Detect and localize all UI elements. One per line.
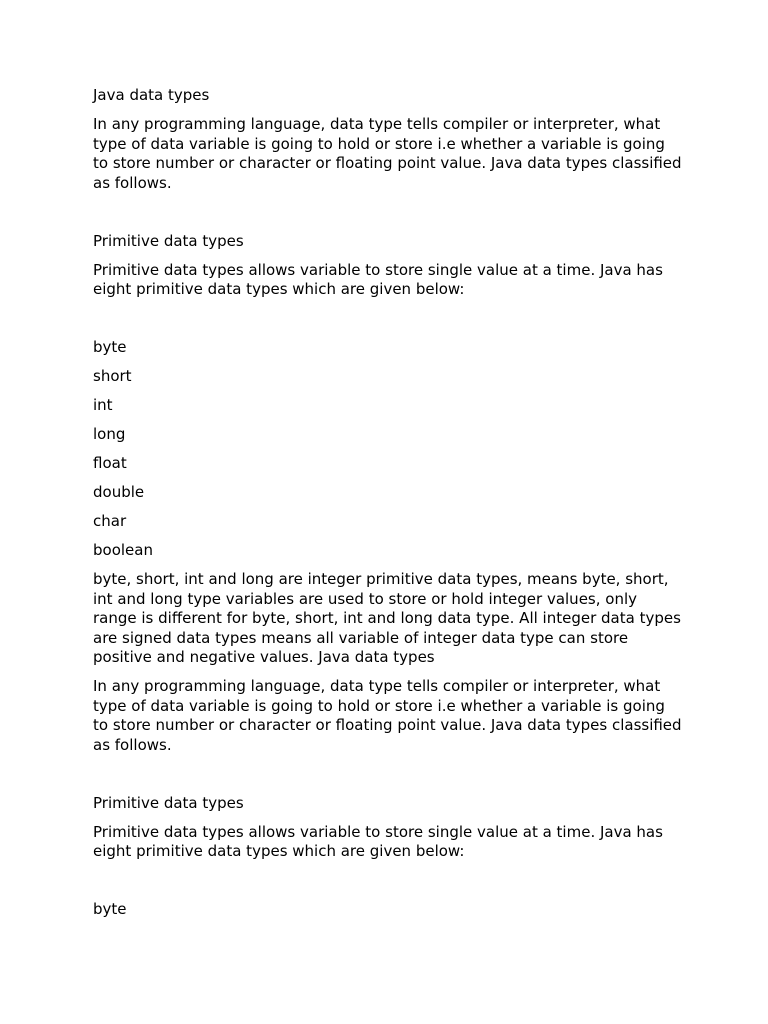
- document-page: [93, 86, 683, 929]
- blank-line: [93, 203, 683, 232]
- section-heading: Primitive data types: [93, 231, 244, 250]
- paragraph-intro: In any programming language, data type tells compiler or interpreter, what type of data variable is going to hold or store i.e whether a variable is going to store number or character or floating point value. Java data types classified as follows.: [93, 115, 682, 192]
- paragraph-integer-types: byte, short, int and long are integer primitive data types, means byte, short, int and long type variables are used to store or hold integer values, only range is different for byte, short, int and long data type. All integer data types are signed data types means all variable of integer data type can store positive and negative values. Java data types: [93, 570, 681, 666]
- list-item-boolean: boolean: [93, 541, 153, 559]
- blank-line: [93, 309, 683, 338]
- list-item-char: char: [93, 512, 127, 530]
- paragraph-primitive-repeat: Primitive data types allows variable to store single value at a time. Java has eight primitive data types which are given below:: [93, 822, 663, 860]
- blank-line: [93, 765, 683, 794]
- list-item-byte: byte: [93, 338, 127, 356]
- paragraph-intro-repeat: In any programming language, data type tells compiler or interpreter, what type of data variable is going to hold or store i.e whether a variable is going to store number or character or floating point value. Java data types classified as follows.: [93, 677, 682, 754]
- list-item-double: double: [93, 483, 145, 501]
- list-item-byte-repeat: byte: [93, 900, 127, 918]
- list-item-long: long: [93, 425, 126, 443]
- doc-title: Java data types: [93, 86, 210, 104]
- list-item-float: float: [93, 454, 127, 472]
- list-item-int: int: [93, 396, 113, 414]
- blank-line: [93, 871, 683, 900]
- section-heading-repeat: Primitive data types: [93, 793, 244, 812]
- list-item-short: short: [93, 367, 132, 385]
- paragraph-primitive: Primitive data types allows variable to store single value at a time. Java has eight primitive data types which are given below:: [93, 260, 663, 298]
